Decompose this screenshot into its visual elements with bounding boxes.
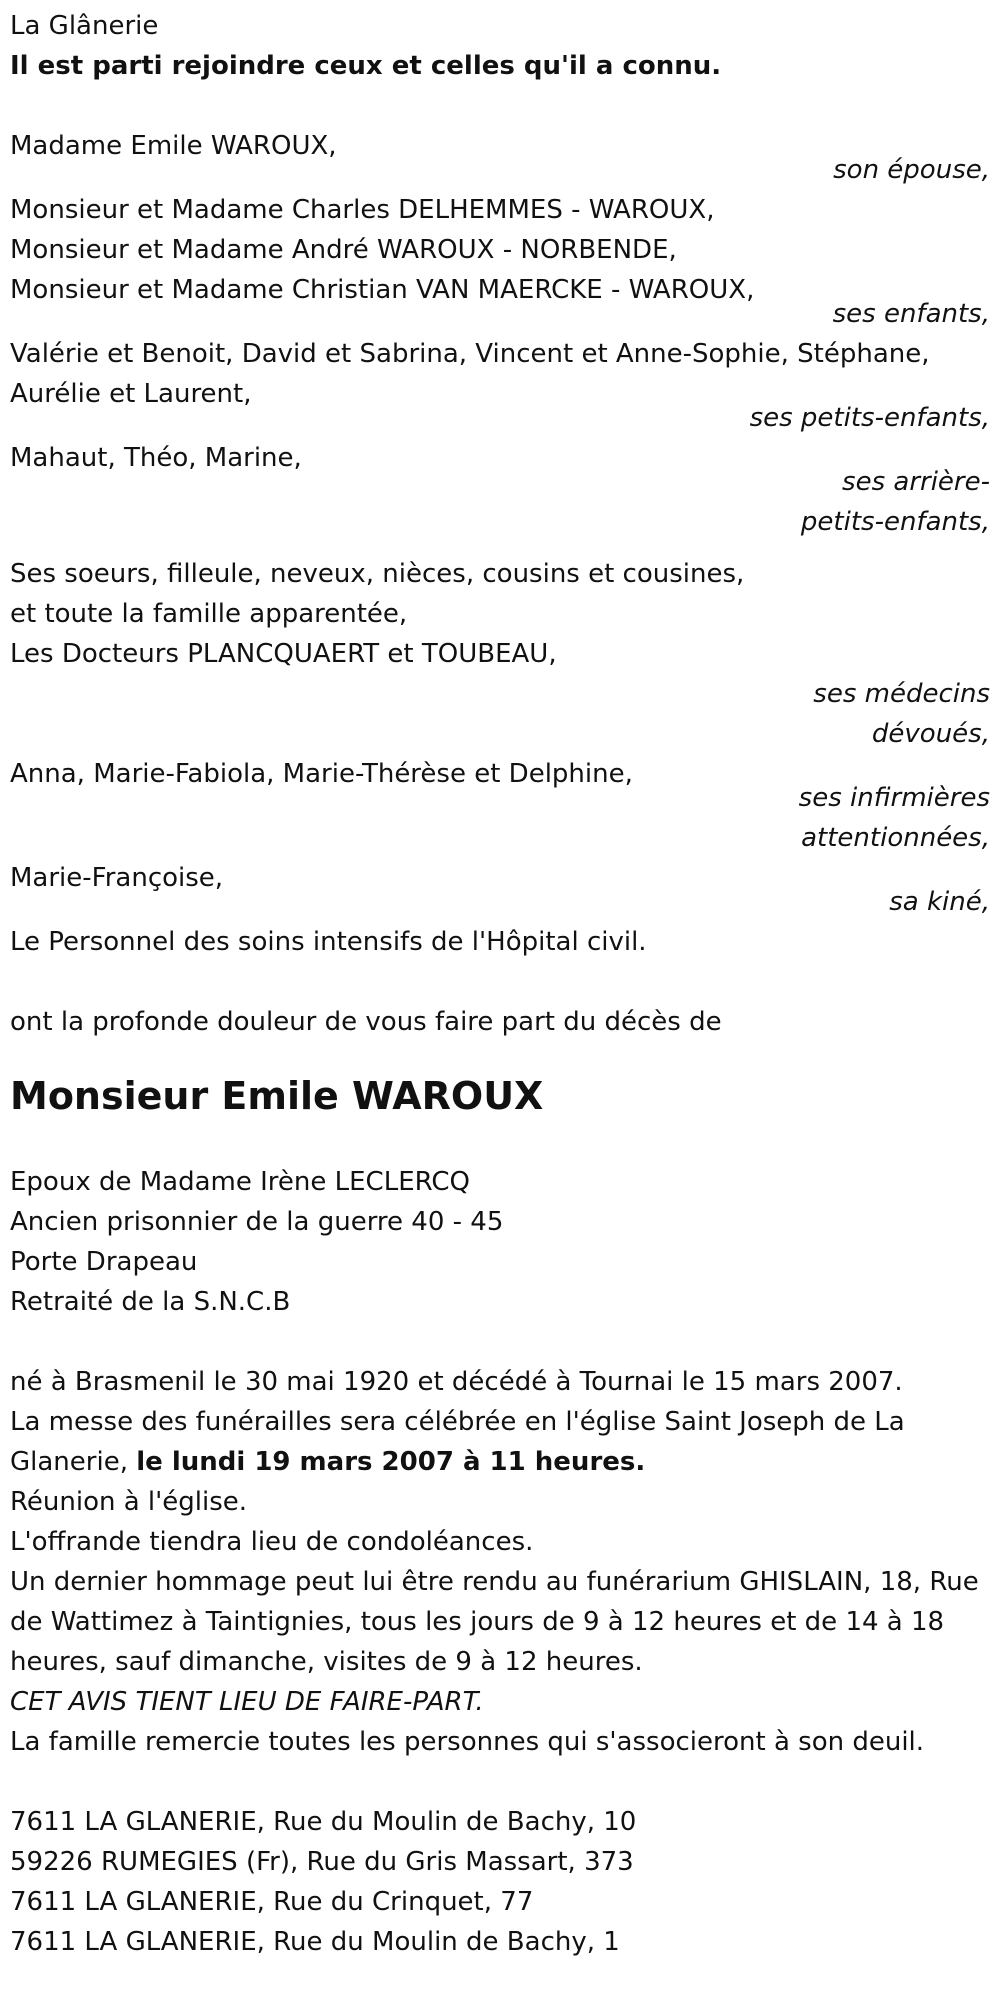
deceased-detail: Porte Drapeau	[10, 1247, 198, 1277]
motto: Il est parti rejoindre ceux et celles qu'il a connu.	[10, 51, 722, 81]
family-line: Valérie et Benoit, David et Sabrina, Vincent et Anne-Sophie, Stéphane,	[10, 339, 930, 369]
family-group-staff	[10, 922, 990, 962]
funeral-text: La messe des funérailles sera célébrée en l'église Saint Joseph de La Glanerie,	[10, 1407, 905, 1477]
address-line: 7611 LA GLANERIE, Rue du Moulin de Bachy, 10	[10, 1807, 637, 1837]
family-group-grandchildren	[10, 334, 990, 438]
family-line: Aurélie et Laurent,	[10, 379, 252, 409]
family-line: Les Docteurs PLANCQUAERT et TOUBEAU,	[10, 639, 557, 669]
family-line: Mahaut, Théo, Marine,	[10, 443, 302, 473]
family-line: et toute la famille apparentée,	[10, 599, 408, 629]
relation-label: ses infirmières attentionnées,	[798, 783, 990, 853]
family-line: Madame Emile WAROUX,	[10, 131, 337, 161]
family-group-great-grandchildren	[10, 438, 990, 542]
relation-label: ses enfants,	[832, 299, 990, 329]
location: La Glânerie	[10, 11, 159, 41]
relation-label: son épouse,	[833, 155, 990, 185]
family-line: Anna, Marie-Fabiola, Marie-Thérèse et Delphine,	[10, 759, 633, 789]
family-line: Marie-Françoise,	[10, 863, 224, 893]
family-group-physio	[10, 858, 990, 922]
deceased-detail: Ancien prisonnier de la guerre 40 - 45	[10, 1207, 504, 1237]
notice: CET AVIS TIENT LIEU DE FAIRE-PART.	[10, 1687, 484, 1717]
relation-label: ses médecins dévoués,	[813, 679, 990, 749]
homage-info: Un dernier hommage peut lui être rendu au funérarium GHISLAIN, 18, Rue de Wattimez à Taintignies, tous les jours de 9 à 12 heures et de 14 à 18 heures, sauf dimanche, visites de 9 à 12 heures.	[10, 1567, 979, 1677]
address-line: 7611 LA GLANERIE, Rue du Crinquet, 77	[10, 1887, 534, 1917]
relation-label: sa kiné,	[889, 887, 990, 917]
family-line: Le Personnel des soins intensifs de l'Hôpital civil.	[10, 927, 647, 957]
relation-label: ses petits-enfants,	[749, 403, 990, 433]
funeral-date: le lundi 19 mars 2007 à 11 heures.	[136, 1447, 646, 1477]
thanks: La famille remercie toutes les personnes qui s'associeront à son deuil.	[10, 1727, 925, 1757]
address-line: 7611 LA GLANERIE, Rue du Moulin de Bachy, 1	[10, 1927, 620, 1957]
family-group-children	[10, 190, 990, 334]
address-line: 59226 RUMEGIES (Fr), Rue du Gris Massart, 373	[10, 1847, 634, 1877]
deceased-name: Monsieur Emile WAROUX	[10, 1074, 544, 1118]
family-group-spouse	[10, 126, 990, 190]
deceased-detail: Epoux de Madame Irène LECLERCQ	[10, 1167, 471, 1197]
funeral-info	[10, 1402, 985, 1482]
born-died: né à Brasmenil le 30 mai 1920 et décédé à Tournai le 15 mars 2007.	[10, 1367, 903, 1397]
family-line: Ses soeurs, filleule, neveux, nièces, cousins et cousines,	[10, 559, 745, 589]
offering-info: L'offrande tiendra lieu de condoléances.	[10, 1527, 534, 1557]
family-line: Monsieur et Madame André WAROUX - NORBENDE,	[10, 235, 677, 265]
meeting-info: Réunion à l'église.	[10, 1487, 248, 1517]
deceased-detail: Retraité de la S.N.C.B	[10, 1287, 291, 1317]
family-group-doctors	[10, 554, 990, 754]
family-line: Monsieur et Madame Charles DELHEMMES - WAROUX,	[10, 195, 715, 225]
family-line: Monsieur et Madame Christian VAN MAERCKE - WAROUX,	[10, 275, 755, 305]
relation-label: ses arrière-petits-enfants,	[800, 467, 990, 537]
family-group-nurses	[10, 754, 990, 858]
announcement: ont la profonde douleur de vous faire part du décès de	[10, 1007, 722, 1037]
